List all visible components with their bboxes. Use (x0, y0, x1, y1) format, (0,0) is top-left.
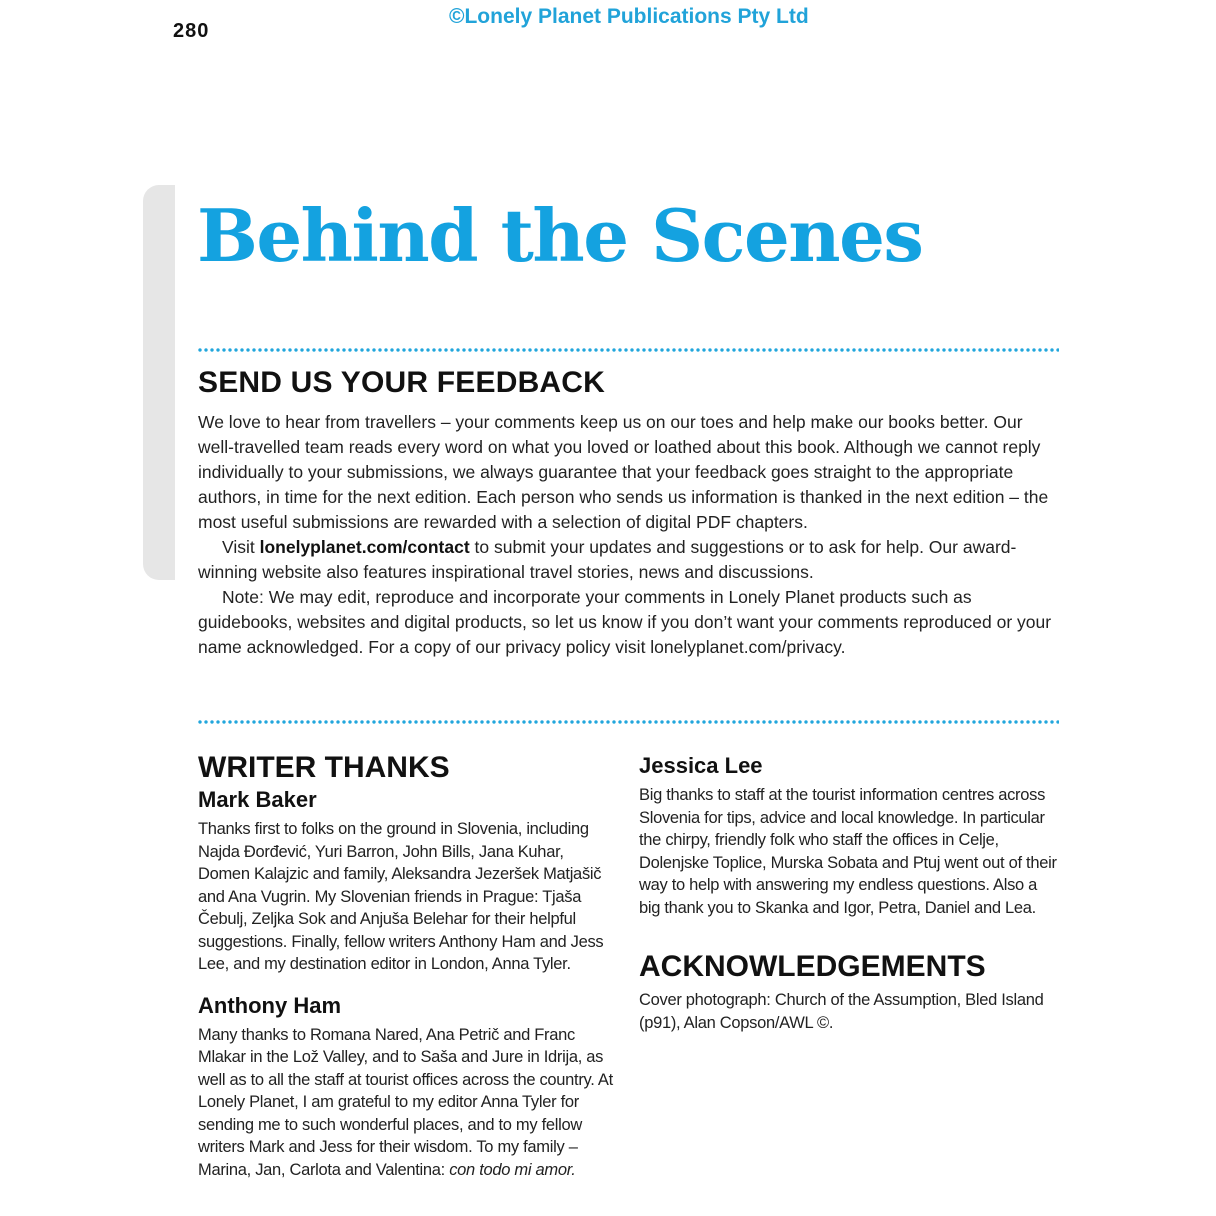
feedback-paragraph-2 (198, 535, 1060, 585)
writer-thanks-anthony-ham (198, 1024, 618, 1182)
feedback-heading: SEND US YOUR FEEDBACK (198, 366, 606, 399)
anthony-ham-text: Many thanks to Romana Nared, Ana Petrič and Franc Mlakar in the Lož Valley, and to Saša and Jure in Idrija, as well as to all the staff at tourist offices across the country. At Lonely Planet, I am grateful to my editor Anna Tyler for sending me to such wonderful places, and to my fellow writers Mark and Jess for their wisdom. To my family – Marina, Jan, Carlota and Valentina: (198, 1025, 613, 1179)
feedback-paragraph-1: We love to hear from travellers – your comments keep us on our toes and help make our books better. Our well-travelled team reads every word on what you loved or loathed about this book. Although we cannot reply individually to your submissions, we always guarantee that your feedback goes straight to the appropriate authors, in time for the next edition. Each person who sends us information is thanked in the next edition – the most useful submissions are rewarded with a selection of digital PDF chapters. (198, 412, 1049, 532)
acknowledgements-text: Cover photograph: Church of the Assumption, Bled Island (p91), Alan Copson/AWL ©. (639, 991, 1044, 1032)
page-title: Behind the Scenes (197, 193, 923, 278)
feedback-body (198, 410, 1060, 660)
writer-name-mark-baker: Mark Baker (198, 787, 317, 812)
visit-suffix: to submit your updates and suggestions or to ask for help. Our award-winning website also features inspirational travel stories, news and discussions. (198, 537, 1017, 582)
right-column (639, 752, 1059, 1034)
writer-name-anthony-ham: Anthony Ham (198, 992, 341, 1018)
side-tab-marker (143, 185, 175, 580)
anthony-ham-italic: con todo mi amor. (449, 1160, 576, 1179)
dotted-divider-bottom (197, 720, 1059, 724)
feedback-paragraph-3: Note: We may edit, reproduce and incorporate your comments in Lonely Planet products such as guidebooks, websites and digital products, so let us know if you don’t want your comments reproduced or your name acknowledged. For a copy of our privacy policy visit lonelyplanet.com/privacy. (198, 587, 1052, 657)
visit-prefix: Visit (222, 537, 260, 557)
acknowledgements-heading: ACKNOWLEDGEMENTS (639, 950, 986, 983)
copyright-notice: ©Lonely Planet Publications Pty Ltd (449, 5, 809, 28)
writer-thanks-jessica-lee: Big thanks to staff at the tourist information centres across Slovenia for tips, advice and local knowledge. In particular the chirpy, friendly folk who staff the offices in Celje, Dolenjske Toplice, Murska Sobata and Ptuj went out of their way to help with answering my endless questions. Also a big thank you to Skanka and Igor, Petra, Daniel and Lea. (639, 786, 1057, 917)
left-column (198, 750, 618, 1181)
page-number: 280 (173, 20, 210, 42)
contact-link[interactable]: lonelyplanet.com/contact (259, 537, 470, 557)
writer-thanks-mark-baker: Thanks first to folks on the ground in Slovenia, including Najda Đorđević, Yuri Barron, John Bills, Jana Kuhar, Domen Kalajzic and family, Aleksandra Jezeršek Matjašič and Ana Vugrin. My Slovenian friends in Prague: Tjaša Čebulj, Zeljka Sok and Anjuša Belehar for their helpful suggestions. Finally, fellow writers Anthony Ham and Jess Lee, and my destination editor in London, Anna Tyler. (198, 820, 604, 973)
writer-thanks-heading: WRITER THANKS (198, 751, 450, 784)
dotted-divider-top (197, 348, 1059, 352)
writer-name-jessica-lee: Jessica Lee (639, 753, 763, 778)
